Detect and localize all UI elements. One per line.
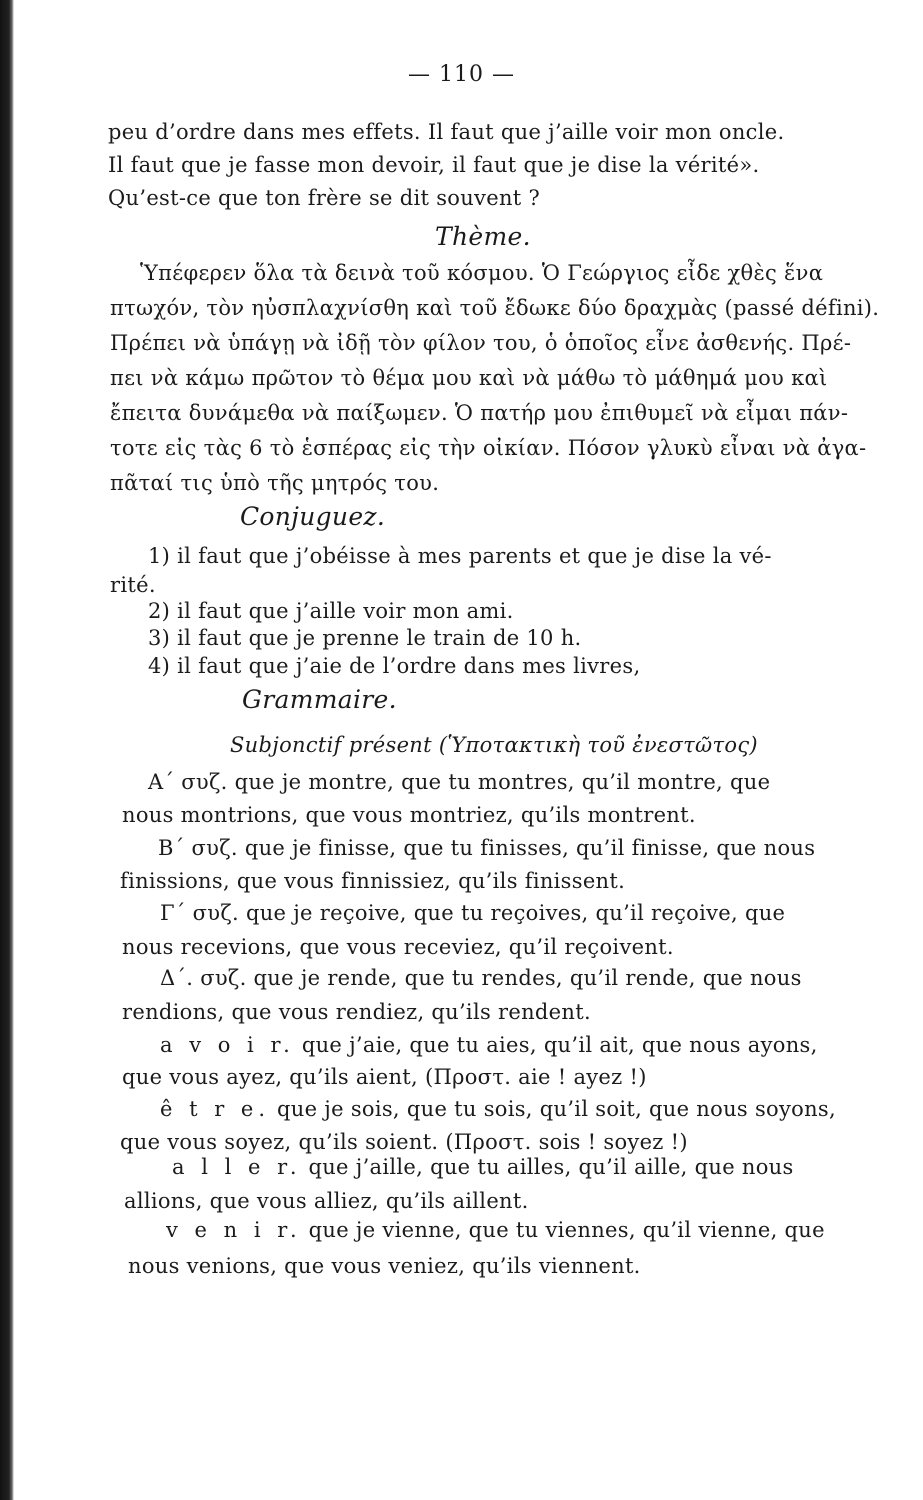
grammar-verb-line	[160, 1030, 818, 1060]
grammar-line: que vous ayez, qu’ils aient, (Προστ. aie ! ayez !)	[122, 1065, 647, 1089]
page-binding-edge	[0, 0, 14, 1500]
grammar-line-text: que j’aille, que tu ailles, qu’il aille, que nous	[308, 1155, 794, 1179]
conjuguez-heading: Conjuguez.	[240, 502, 386, 531]
conjuguez-line: 2) il faut que j’aille voir mon ami.	[148, 599, 514, 623]
theme-line: πει νὰ κάμω πρῶτον τὸ θέμα μου καὶ νὰ μάθω τὸ μάθημά μου καὶ	[110, 366, 828, 390]
grammar-line: nous venions, que vous veniez, qu’ils viennent.	[128, 1254, 641, 1278]
theme-line: πᾶταί τις ὑπὸ τῆς μητρός του.	[110, 471, 440, 495]
intro-line: Qu’est-ce que ton frère se dit souvent ?	[108, 186, 541, 210]
grammar-line: Γ΄ συζ. que je reçoive, que tu reçoives, qu’il reçoive, que	[160, 901, 786, 925]
grammar-verb-line	[160, 1094, 836, 1124]
grammar-line: que vous soyez, qu’ils soient. (Προστ. sois ! soyez !)	[120, 1130, 688, 1154]
grammar-line: allions, que vous alliez, qu’ils aillent.	[124, 1189, 529, 1213]
grammar-line: rendions, que vous rendiez, qu’ils rendent.	[122, 1000, 591, 1024]
conjuguez-line: 1) il faut que j’obéisse à mes parents et que je dise la vé-	[148, 544, 772, 568]
grammar-line: nous recevions, que vous receviez, qu’il reçoivent.	[122, 935, 674, 959]
theme-line: ἔπειτα δυνάμεθα νὰ παίξωμεν. Ὁ πατήρ μου ἐπιθυμεῖ νὰ εἶμαι πάν-	[110, 401, 849, 425]
grammar-line-text: que j’aie, que tu aies, qu’il ait, que nous ayons,	[301, 1033, 818, 1057]
grammar-line: Δ΄. συζ. que je rende, que tu rendes, qu’il rende, que nous	[160, 966, 802, 990]
verb-etre: ê t r e.	[160, 1097, 271, 1121]
grammar-line: nous montrions, que vous montriez, qu’ils montrent.	[122, 803, 696, 827]
theme-line: Πρέπει νὰ ὑπάγῃ νὰ ἰδῇ τὸν φίλον του, ὁ ὁποῖος εἶνε ἀσθενής. Πρέ-	[110, 331, 852, 355]
verb-avoir: a v o i r.	[160, 1033, 295, 1057]
grammar-line-text: que je sois, que tu sois, qu’il soit, que nous soyons,	[277, 1097, 836, 1121]
grammaire-heading: Grammaire.	[242, 685, 397, 714]
grammar-line: finissions, que vous finnissiez, qu’ils finissent.	[120, 869, 626, 893]
theme-line: τοτε εἰς τὰς 6 τὸ ἑσπέρας εἰς τὴν οἰκίαν. Πόσον γλυκὺ εἶναι νὰ ἀγα-	[110, 436, 867, 460]
grammar-line: Α΄ συζ. que je montre, que tu montres, qu’il montre, que	[148, 770, 771, 794]
intro-line: peu d’ordre dans mes effets. Il faut que j’aille voir mon oncle.	[108, 120, 785, 144]
grammar-verb-line	[166, 1215, 825, 1245]
theme-heading: Thème.	[435, 222, 531, 251]
theme-line: Ὑπέφερεν ὅλα τὰ δεινὰ τοῦ κόσμου. Ὁ Γεώργιος εἶδε χθὲς ἕνα	[140, 261, 824, 285]
conjuguez-line: 4) il faut que j’aie de l’ordre dans mes livres,	[148, 654, 641, 678]
grammar-line: Β΄ συζ. que je finisse, que tu finisses, qu’il finisse, que nous	[158, 836, 816, 860]
grammar-line-text: que je vienne, que tu viennes, qu’il vienne, que	[308, 1218, 825, 1242]
verb-aller: a l l e r.	[172, 1155, 302, 1179]
subjonctif-subheading: Subjonctif présent (Ὑποτακτικὴ τοῦ ἐνεστῶτος)	[230, 733, 758, 757]
page-number: — 110 —	[408, 62, 515, 87]
conjuguez-line: rité.	[110, 573, 156, 597]
grammar-verb-line	[172, 1152, 794, 1182]
intro-line: Il faut que je fasse mon devoir, il faut que je dise la vérité».	[108, 153, 760, 177]
verb-venir: v e n i r.	[166, 1218, 302, 1242]
conjuguez-line: 3) il faut que je prenne le train de 10 h.	[148, 626, 582, 650]
theme-line: πτωχόν, τὸν ηὐσπλαχνίσθη καὶ τοῦ ἔδωκε δύο δραχμὰς (passé défini).	[110, 296, 880, 320]
